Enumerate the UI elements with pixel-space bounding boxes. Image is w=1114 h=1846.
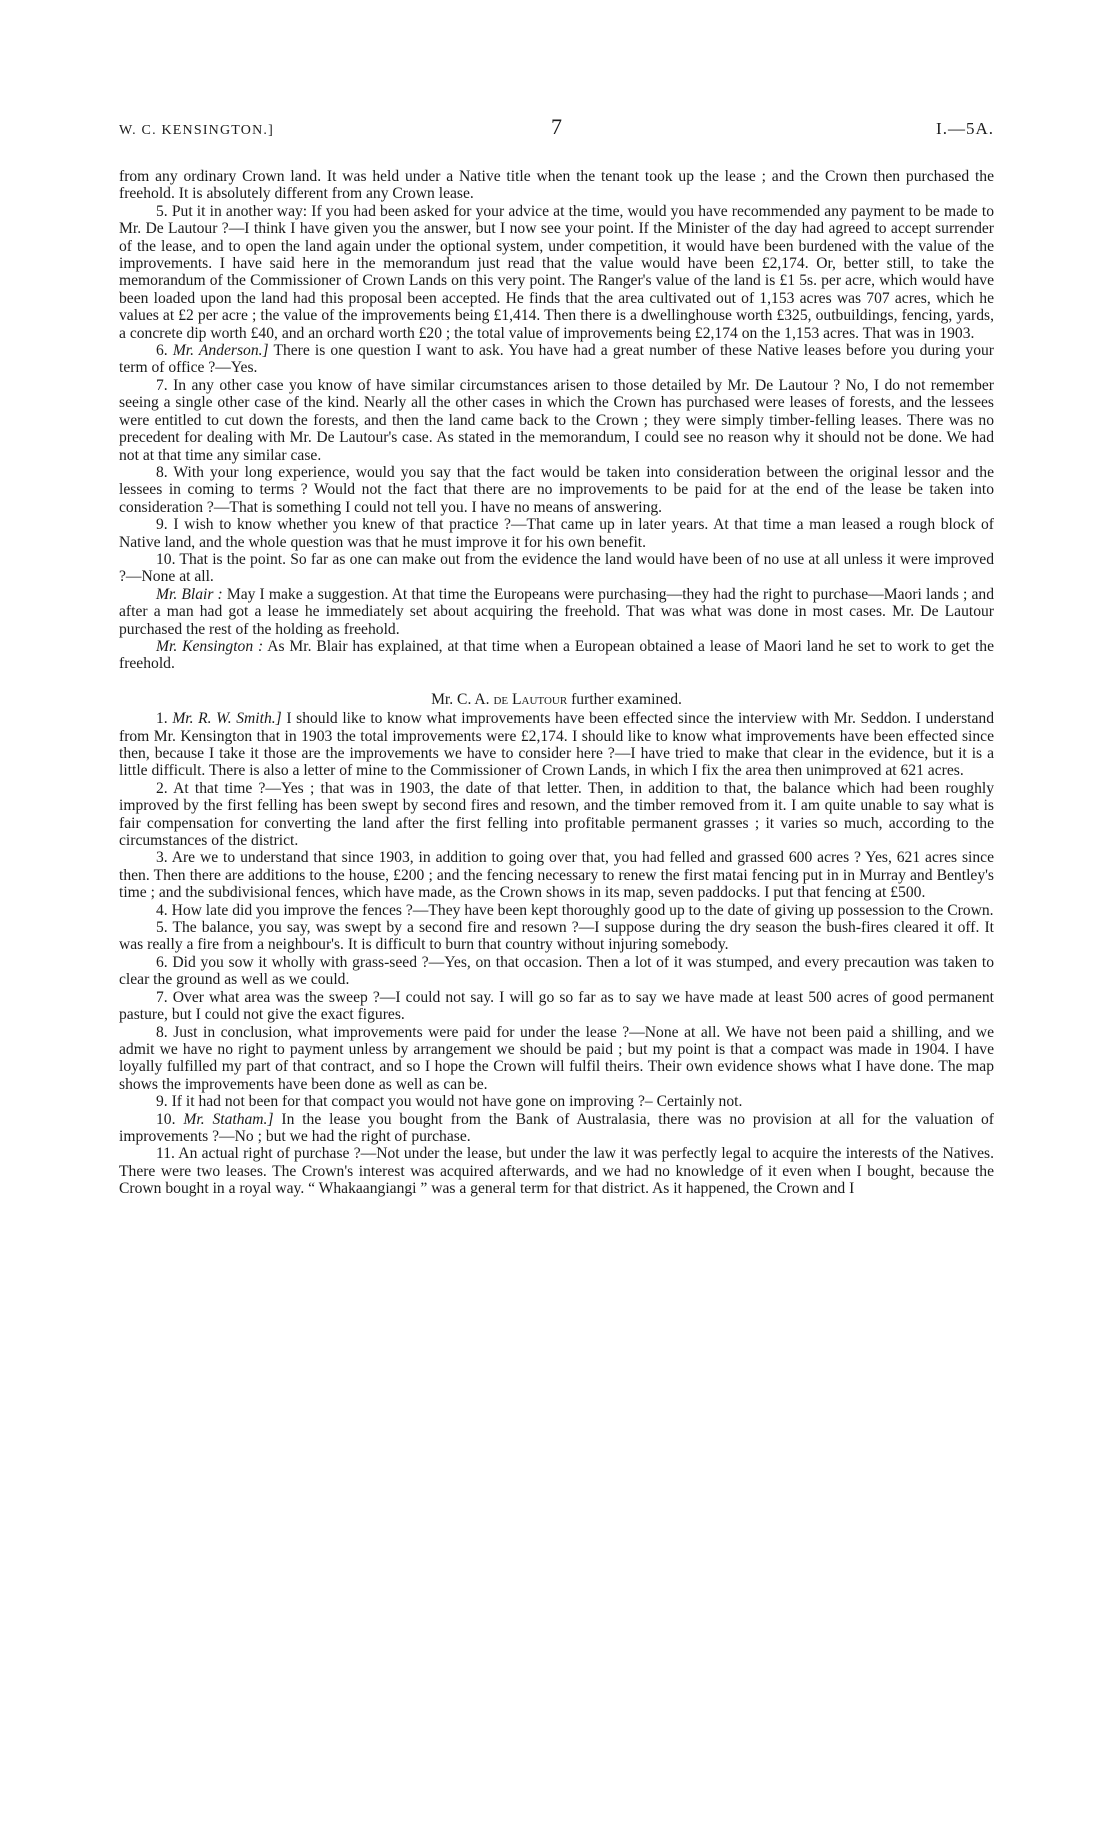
section-heading: Mr. C. A. de Lautour further examined.: [431, 690, 682, 708]
document-reference: I.—5A.: [936, 119, 994, 138]
paragraph: 2. At that time ?—Yes ; that was in 1903, the date of that letter. Then, in addition to that, the balance which had been roughly improved by the first felling has been swept by second fires and resown, and the timber removed from it. I am quite unable to say what is fair compensation for converting the land after the first felling into profitable permanent grasses ; it varies so much, according to the circumstances of the district.: [119, 779, 994, 850]
speaker-name: Mr. Kensington :: [156, 637, 264, 655]
paragraph: 6. Did you sow it wholly with grass-seed ?—Yes, on that occasion. Then a lot of it was stumped, and every precaution was taken to clear the ground as well as we could.: [119, 953, 994, 989]
paragraph: 10. Mr. Statham.] In the lease you bought from the Bank of Australasia, there was no provision at all for the valuation of improvements ?—No ; but we had the right of purchase.: [119, 1110, 994, 1145]
paragraph: 7. Over what area was the sweep ?—I could not say. I will go so far as to say we have made at least 500 acres of good permanent pasture, but I could not give the exact figures.: [119, 988, 994, 1024]
paragraph: 10. That is the point. So far as one can make out from the evidence the land would have been of no use at all unless it were improved ?—None at all.: [119, 550, 994, 586]
paragraph: 9. I wish to know whether you knew of that practice ?—That came up in later years. At that time a man leased a rough block of Native land, and the whole question was that he must improve it for his own benefit.: [119, 516, 994, 551]
speaker-name: Mr. R. W. Smith.]: [172, 710, 282, 728]
document-body: [119, 168, 994, 1198]
paragraph: Mr. Blair : May I make a suggestion. At that time the Europeans were purchasing—they had the right to purchase—Maori lands ; and after a man had got a lease he immediately set about acquiring the freehold. That was what was done in most cases. Mr. De Lautour purchased the rest of the holding as freehold.: [119, 585, 994, 638]
paragraph: Mr. Kensington : As Mr. Blair has explained, at that time when a European obtained a lease of Maori land he set to work to get the freehold.: [119, 637, 994, 673]
paragraph: 4. How late did you improve the fences ?—They have been kept thoroughly good up to the date of giving up possession to the Crown.: [156, 901, 994, 919]
page-header: [119, 114, 994, 142]
speaker-name: Mr. Statham.]: [183, 1110, 274, 1128]
paragraph: 7. In any other case you know of have similar circumstances arisen to those detailed by Mr. De Lautour ? No, I do not remember seeing a single other case of the kind. Nearly all the other cases in which the Crown has purchased were leases of forests, and the lessees were entitled to cut down the forests, and then the land came back to the Crown ; they were simply timber-felling leases. There was no precedent for dealing with Mr. De Lautour's case. As stated in the memorandum, I could see no reason why it should not be done. We had not at that time any similar case.: [119, 376, 994, 464]
paragraph: 8. Just in conclusion, what improvements were paid for under the lease ?—None at all. We have not been paid a shilling, and we admit we have no right to payment unless by arrangement we should be paid ; but my point is that a compact was made in 1904. I have loyally fulfilled my part of that contract, and so I hope the Crown will fulfil theirs. Their own evidence shows what I have done. The map shows the improvements have been done as well as can be.: [119, 1023, 994, 1093]
evidence-section-de-lautour: [119, 710, 994, 1197]
paragraph: 8. With your long experience, would you say that the fact would be taken into consideration between the original lessor and the lessees in coming to terms ? Would not the fact that there are no improvements to be paid for at the end of the lease be taken into consideration ?—That is something I could not tell you. I have no means of answering.: [119, 463, 994, 516]
paragraph: 1. Mr. R. W. Smith.] I should like to know what improvements have been effected since the interview with Mr. Seddon. I understand from Mr. Kensington that in 1903 the total improvements were £2,174. I should like to know what improvements have been effected since then, because I take it those are the improvements we have to consider here ?—I have tried to make that clear in the evidence, but it is a little difficult. There is also a letter of mine to the Commissioner of Crown Lands, in which I fix the area then unimproved at 621 acres.: [119, 710, 995, 780]
paragraph: 9. If it had not been for that compact you would not have gone on improving ?– Certainly not.: [156, 1093, 743, 1111]
paragraph: 6. Mr. Anderson.] There is one question I want to ask. You have had a great number of these Native leases before you during your term of office ?—Yes.: [119, 342, 994, 377]
evidence-section-kensington: [119, 168, 994, 673]
page-number: 7: [551, 114, 562, 139]
speaker-name: Mr. Anderson.]: [172, 342, 269, 360]
paragraph: 5. Put it in another way: If you had been asked for your advice at the time, would you have recommended any payment to be made to Mr. De Lautour ?—I think I have given you the answer, but I now see your point. If the Minister of the day had agreed to accept surrender of the lease, and to open the land again under the optional system, under competition, it would have been burdened with the value of the improvements. I have said here in the memorandum just read that the value would have been £2,174. Or, better still, to take the memorandum of the Commissioner of Crown Lands on this very point. The Ranger's value of the land is £1 5s. per acre, which would have been loaded upon the land had this proposal been accepted. He finds that the area cultivated out of 1,153 acres was 707 acres, which he values at £2 per acre ; the value of the improvements being £1,414. Then there is a dwellinghouse worth £325, outbuildings, fencing, yards, a concrete dip worth £40, and an orchard worth £20 ; the total value of improvements being £2,174 on the 1,153 acres. That was in 1903.: [119, 202, 994, 342]
speaker-name: Mr. Blair :: [156, 585, 223, 603]
paragraph: from any ordinary Crown land. It was held under a Native title when the tenant took up the lease ; and the Crown then purchased the freehold. It is absolutely different from any Crown lease.: [119, 168, 994, 203]
paragraph: 3. Are we to understand that since 1903, in addition to going over that, you had felled and grassed 600 acres ? Yes, 621 acres since then. Then there are additions to the house, £200 ; and the fencing necessary to renew the first matai fencing put in in Murray and Bentley's time ; and the subdivisional fences, which have made, as the Crown shows in its map, seven paddocks. I put that fencing at £500.: [119, 849, 994, 902]
paragraph: 5. The balance, you say, was swept by a second fire and resown ?—I suppose during the dry season the bush-fires cleared it off. It was really a fire from a neighbour's. It is difficult to burn that country without injuring somebody.: [119, 919, 994, 954]
paragraph: 11. An actual right of purchase ?—Not under the lease, but under the law it was perfectly legal to acquire the interests of the Natives. There were two leases. The Crown's interest was acquired afterwards, and we had no knowledge of it even when I bought, because the Crown bought in a royal way. “ Whakaangiangi ” was a general term for that district. As it happened, the Crown and I: [119, 1145, 994, 1198]
header-witness-name: W. C. KENSINGTON.]: [119, 123, 274, 138]
